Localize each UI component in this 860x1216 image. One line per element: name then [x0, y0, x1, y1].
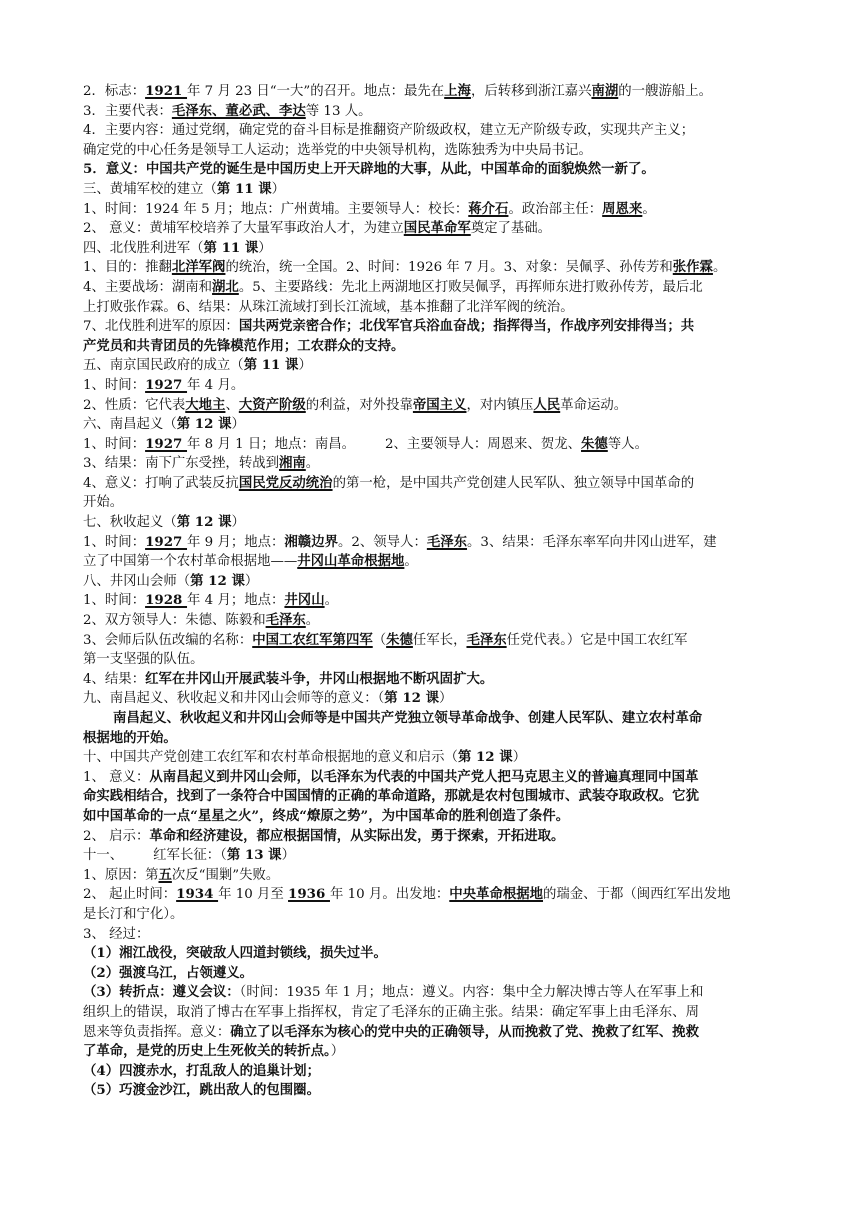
text-run: 。	[305, 456, 320, 472]
text-line	[83, 807, 783, 827]
text-run: 。5、主要路线：先北上两湖地区打败吴佩孚，再挥师东进打败孙传芳，最后北	[238, 279, 703, 295]
bold-text: 第 11 课	[203, 239, 259, 256]
study-notes-document	[83, 82, 783, 1101]
text-line	[83, 729, 783, 749]
bold-text: 确立了以毛泽东为核心的党中央的正确领导，从而挽救了党、挽救了红军、挽救	[230, 1023, 699, 1040]
bold-text: 第 12 课	[190, 572, 245, 589]
text-line	[83, 964, 783, 984]
text-line	[83, 278, 783, 298]
text-line	[83, 141, 783, 161]
bold-text: 了革命，是党的历史上生死攸关的转折点。	[83, 1043, 331, 1060]
bold-text: 第 11 课	[243, 357, 299, 374]
bold-text: （2）强渡乌江，占领遵义。	[83, 964, 254, 981]
bold-text: 命实践相结合，找到了一条符合中国国情的正确的革命道路，那就是农村包围城市、武装夺取政权。它犹	[83, 788, 699, 805]
underlined-keyword: 1927	[145, 533, 188, 550]
underlined-keyword: 毛泽东	[426, 533, 468, 550]
underlined-keyword: 北洋军阀	[171, 259, 226, 276]
text-line	[83, 650, 783, 670]
bold-text: （4）四渡赤水，打乱敌人的追巢计划；	[83, 1062, 320, 1079]
text-run: 红军长征：（	[153, 848, 227, 864]
text-line	[83, 552, 783, 572]
underlined-keyword: 1934	[176, 886, 219, 903]
text-line	[83, 102, 783, 122]
underlined-keyword: 中国工农红军第四军	[252, 631, 373, 648]
text-run: ）	[439, 691, 453, 707]
text-line	[83, 435, 783, 455]
text-line	[83, 82, 783, 102]
text-run: 。2、领导人：	[337, 534, 427, 550]
text-run: 七、秋收起义（	[83, 515, 177, 531]
text-line	[83, 376, 783, 396]
text-run: ，后转移到浙江嘉兴	[470, 84, 592, 99]
text-run: 1、目的：推翻	[83, 260, 172, 276]
underlined-keyword: 井冈山	[284, 592, 325, 609]
text-run: 等 13 人。	[305, 103, 372, 119]
text-run: ）	[271, 181, 286, 197]
text-line	[83, 337, 783, 357]
text-run: 任军长，	[412, 632, 467, 648]
text-run: ）	[281, 848, 295, 864]
text-run: （	[372, 632, 387, 648]
text-run: 2．标志：	[83, 84, 146, 99]
text-run: 3、结果：南下广东受挫，转战到	[83, 456, 279, 472]
text-line	[83, 1062, 783, 1082]
bold-text: 根据地的开始。	[83, 729, 177, 746]
text-line	[83, 200, 783, 220]
text-run: 4、意义：打响了武装反抗	[83, 475, 239, 491]
text-line	[83, 709, 783, 729]
text-run: 年 8 月 1 日；地点：南昌。	[187, 436, 356, 452]
text-run: 。	[712, 260, 727, 276]
text-run: 3．主要代表：	[83, 103, 172, 119]
text-run: 3、 经过：	[83, 926, 150, 942]
text-run: 4、主要战场：湖南和	[83, 279, 213, 295]
underlined-keyword: 毛泽东	[466, 631, 507, 648]
bold-text: 5．意义：中国共产党的诞生是中国历史上开天辟地的大事，从此，中国革命的面貌焕然一新了。	[83, 161, 655, 178]
text-run: 任党代表。）它是中国工农红军	[506, 632, 688, 648]
text-run: ）	[244, 573, 259, 589]
text-run: 1、原因：第	[83, 867, 159, 883]
text-run: （时间：1935 年 1 月；地点：遵义。内容：集中全力解决博古等人在军事上和	[239, 985, 704, 1001]
underlined-keyword: 井冈山革命根据地	[297, 553, 405, 570]
text-run: 2、主要领导人：周恩来、贺龙、	[385, 436, 582, 452]
text-run: 等人。	[607, 436, 648, 452]
text-run: 十、中国共产党创建工农红军和农村革命根据地的意义和启示（	[83, 750, 458, 766]
text-run: 1、时间：	[83, 377, 146, 393]
text-run: 。3、结果：毛泽东率军向井冈山进军，建	[467, 534, 717, 550]
bold-text: （3）转折点：遵义会议：	[83, 984, 240, 1001]
text-line	[83, 572, 783, 592]
text-run: ）	[330, 1044, 345, 1060]
text-run: 4．主要内容：通过党纲，确定党的奋斗目标是推翻资产阶级政权，建立无产阶级专政，实现共产主义；	[83, 123, 695, 139]
text-run: 4、结果：	[83, 671, 146, 687]
text-run: 的第一枪，是中国共产党创建人民军队、独立领导中国革命的	[332, 475, 695, 491]
text-run: 十一、	[83, 848, 124, 864]
bold-text: 第 11 课	[216, 180, 272, 197]
bold-text: 革命和经济建设，都应根据国情，从实际出发，勇于探索，开拓进取。	[149, 827, 565, 844]
text-run: 的利益，对外投靠	[305, 397, 413, 413]
text-line	[83, 533, 783, 553]
text-run: 五、南京国民政府的成立（	[83, 358, 244, 374]
text-line	[83, 689, 783, 709]
text-run: 1、时间：	[83, 593, 146, 609]
underlined-keyword: 毛泽东	[265, 612, 306, 629]
text-run: 1、时间：	[83, 534, 146, 550]
text-run: 次反“围剿”失败。	[171, 867, 280, 883]
underlined-keyword: 大资产阶级	[238, 396, 306, 413]
text-line	[83, 846, 783, 866]
text-line	[83, 317, 783, 337]
text-run: 立了中国第一个农村革命根据地——	[83, 554, 298, 570]
text-run: 开始。	[83, 495, 124, 511]
text-run: 3、会师后队伍改编的名称：	[83, 632, 253, 648]
text-run: 年 7 月 23 日“一大”的召开。地点：最先在	[187, 84, 445, 99]
text-line	[83, 356, 783, 376]
underlined-keyword: 中央革命根据地	[449, 886, 544, 903]
text-run: 四、北伐胜利进军（	[83, 240, 204, 256]
underlined-keyword: 毛泽东、董必武、李达	[171, 102, 306, 119]
underlined-keyword: 朱德	[581, 435, 608, 452]
text-run: ）	[231, 515, 245, 531]
text-run: 年 9 月；地点：	[187, 534, 285, 550]
bold-text: 湘赣边界	[284, 533, 338, 550]
text-run: 组织上的错误，取消了博古在军事上指挥权，肯定了毛泽东的正确主张。结果：确定军事上由毛泽东、周	[83, 1004, 699, 1020]
text-line	[83, 670, 783, 690]
bold-text: 产党员和共青团员的先锋模范作用；工农群众的支持。	[83, 337, 405, 354]
text-run: 是长汀和宁化）。	[83, 906, 184, 922]
text-run: 九、南昌起义、秋收起义和井冈山会师等的意义：（	[83, 691, 385, 707]
bold-text: 如中国革命的一点“星星之火”，终成“燎原之势”，为中国革命的胜利创造了条件。	[83, 807, 570, 824]
text-run: 2、 启示：	[83, 828, 150, 844]
text-run: 三、黄埔军校的建立（	[83, 181, 217, 197]
underlined-keyword: 1927	[145, 376, 188, 393]
text-run: 年 4 月。	[187, 377, 245, 393]
underlined-keyword: 帝国主义	[412, 396, 467, 413]
text-run: 。	[305, 613, 320, 629]
text-line	[83, 239, 783, 259]
bold-text: （5）巧渡金沙江，跳出敌人的包围圈。	[83, 1082, 320, 1099]
text-line	[83, 298, 783, 318]
underlined-keyword: 朱德	[386, 631, 413, 648]
text-run: 确定党的中心任务是领导工人运动；选举党的中央领导机构，选陈独秀为中央局书记。	[83, 142, 592, 158]
text-line	[83, 748, 783, 768]
text-line	[83, 121, 783, 141]
text-line	[83, 925, 783, 945]
text-run: 。	[324, 593, 338, 609]
text-run: 的瑞金、于都（闽西红军出发地	[543, 887, 731, 903]
text-line	[83, 944, 783, 964]
text-line	[83, 1003, 783, 1023]
underlined-keyword: 上海	[444, 83, 471, 99]
text-line	[83, 1023, 783, 1043]
text-run: ）	[298, 358, 312, 374]
text-run: 。	[404, 554, 418, 570]
text-line	[83, 866, 783, 886]
text-run: 奠定了基础。	[470, 221, 552, 237]
underlined-keyword: 1927	[145, 435, 188, 452]
text-line	[83, 415, 783, 435]
text-line	[83, 768, 783, 788]
text-run: 恩来等负责指挥。意义：	[83, 1024, 231, 1040]
bold-text: 南昌起义、秋收起义和井冈山会师等是中国共产党独立领导革命战争、创建人民军队、建立农村革命	[113, 710, 703, 726]
text-run: 年 10 月。出发地：	[329, 887, 450, 903]
text-line	[83, 591, 783, 611]
text-run: 八、井冈山会师（	[83, 573, 191, 589]
text-run: 年 10 月至	[218, 887, 289, 903]
underlined-keyword: 蒋介石	[468, 200, 509, 217]
underlined-keyword: 湖北	[212, 278, 239, 295]
text-line	[83, 611, 783, 631]
text-line	[83, 493, 783, 513]
text-run: ）	[231, 417, 245, 433]
text-run: 7、北伐胜利进军的原因：	[83, 319, 239, 335]
text-run: 第一支坚强的队伍。	[83, 652, 204, 668]
underlined-keyword: 大地主	[185, 396, 226, 413]
text-run: 2、 起止时间：	[83, 887, 177, 903]
text-run: 的一艘游船上。	[618, 84, 712, 99]
underlined-keyword: 周恩来	[602, 200, 643, 217]
text-run: 2、双方领导人：朱德、陈毅和	[83, 613, 266, 629]
bold-text: 第 12 课	[176, 416, 232, 433]
underlined-keyword: 人民	[533, 396, 561, 413]
text-run: 。政治部主任：	[508, 201, 603, 217]
text-line	[83, 513, 783, 533]
text-line	[83, 454, 783, 474]
text-line	[83, 219, 783, 239]
underlined-keyword: 五	[158, 866, 172, 883]
text-run: 1、时间：1924 年 5 月；地点：广州黄埔。主要领导人：校长：	[83, 201, 469, 217]
underlined-keyword: 1936	[288, 886, 330, 903]
text-run: ）	[512, 750, 527, 766]
text-run: 2、性质：它代表	[83, 397, 186, 413]
underlined-keyword: 国民革命军	[403, 220, 471, 237]
bold-text: （1）湘江战役，突破敌人四道封锁线，损失过半。	[83, 945, 387, 962]
bold-text: 从南昌起义到井冈山会师，以毛泽东为代表的中国共产党人把马克思主义的普遍真理同中国革	[149, 768, 699, 785]
text-line	[83, 160, 783, 180]
underlined-keyword: 张作霖	[672, 259, 713, 276]
text-line	[83, 474, 783, 494]
text-line	[83, 396, 783, 416]
underlined-keyword: 国民党反动统治	[238, 474, 333, 491]
text-run: 的统治，统一全国。2、时间：1926 年 7 月。3、对象：吴佩孚、孙传芳和	[225, 260, 673, 276]
text-line	[83, 827, 783, 847]
underlined-keyword: 1928	[145, 592, 188, 609]
text-run: 、	[225, 397, 239, 413]
text-run: 年 4 月；地点：	[187, 593, 285, 609]
text-line	[83, 905, 783, 925]
text-run: 1、 意义：	[83, 769, 150, 785]
text-run: 革命运动。	[560, 397, 628, 413]
text-run: 1、时间：	[83, 436, 146, 452]
text-run: 。	[642, 201, 656, 217]
bold-text: 第 12 课	[176, 514, 232, 531]
bold-text: 第 12 课	[384, 690, 440, 707]
text-run: ）	[258, 240, 272, 256]
text-line	[83, 983, 783, 1003]
underlined-keyword: 南湖	[591, 83, 619, 99]
bold-text: 第 12 课	[457, 749, 513, 766]
bold-text: 国共两党亲密合作；北伐军官兵浴血奋战；指挥得当，作战序列安排得当；共	[238, 318, 695, 335]
text-line	[83, 1042, 783, 1062]
text-line	[83, 1081, 783, 1101]
text-line	[83, 258, 783, 278]
bold-text: 红军在井冈山开展武装斗争，井冈山根据地不断巩固扩大。	[145, 670, 494, 687]
text-line	[83, 631, 783, 651]
text-run: 六、南昌起义（	[83, 417, 177, 433]
underlined-keyword: 1921	[145, 83, 188, 99]
text-line	[83, 787, 783, 807]
text-run: ，对内镇压	[466, 397, 534, 413]
text-line	[83, 885, 783, 905]
text-line	[83, 180, 783, 200]
underlined-keyword: 湘南	[279, 455, 306, 472]
bold-text: 第 13 课	[226, 847, 282, 864]
text-run: 上打败张作霖。6、结果：从珠江流域打到长江流域，基本推翻了北洋军阀的统治。	[83, 299, 574, 315]
text-run: 2、 意义：黄埔军校培养了大量军事政治人才，为建立	[83, 221, 404, 237]
